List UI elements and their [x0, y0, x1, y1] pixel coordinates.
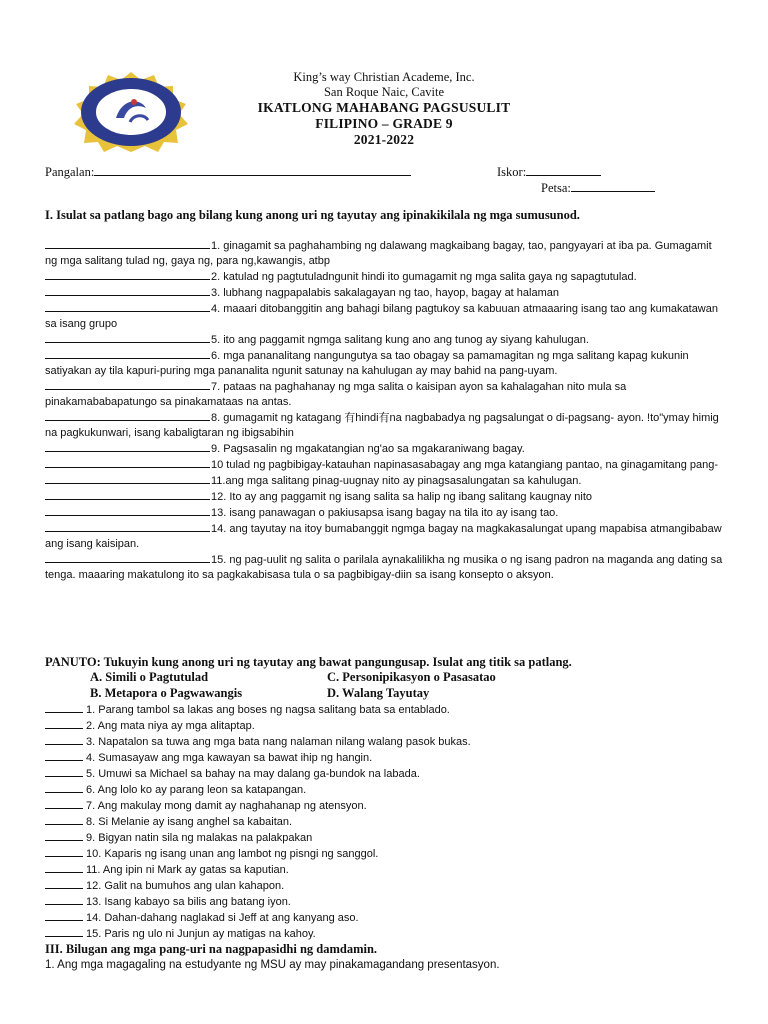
school-name: King’s way Christian Academe, Inc. [293, 70, 475, 84]
item-text: 15. Paris ng ulo ni Junjun ay matigas na kahoy. [86, 928, 316, 940]
answer-blank[interactable] [45, 894, 83, 905]
answer-blank[interactable] [45, 473, 210, 484]
item-continuation: tao ang kumakatawan sa isang grupo [45, 303, 718, 330]
item-text: 5. Umuwi sa Michael sa bahay na may dalang ga-bundok na labada. [86, 768, 420, 780]
section-2-title: PANUTO: Tukuyin kung anong uri ng tayutay ang bawat pangungusap. Isulat ang titik sa patlang. [45, 655, 572, 669]
item-text: 2. katulad ng pagtutuladngunit hindi ito gumagamit ng mga salita gaya ng [211, 271, 568, 283]
answer-blank[interactable] [45, 521, 210, 532]
answer-blank[interactable] [45, 910, 83, 921]
list-item [45, 379, 725, 410]
item-continuation: kapag kukunin satiyakan ay tila kapuri-puring mga pananalita ngunit satunay na kahulugan ay may bahid na pang-uyam. [45, 350, 689, 377]
list-item [45, 846, 471, 862]
answer-blank[interactable] [45, 379, 210, 390]
answer-blank[interactable] [45, 269, 210, 280]
list-item [45, 702, 471, 718]
list-item [45, 734, 471, 750]
school-year: 2021-2022 [353, 132, 415, 147]
item-text: 11. Ang ipin ni Mark ay gatas sa kaputian. [86, 864, 289, 876]
school-address: San Roque Naic, Cavite [323, 85, 445, 99]
item-text: 1. ginagamit sa paghahambing ng dalawang magkaibang bagay, tao, pangyayari at [211, 240, 616, 252]
item-text: 14. ang tayutay na itoy bumabanggit ngmga bagay na magkakasalungat upang [211, 523, 597, 535]
item-text: 4. Sumasayaw ang mga kawayan sa bawat ihip ng hangin. [86, 752, 373, 764]
answer-blank[interactable] [45, 489, 210, 500]
list-item: 1. Ang mga magagaling na estudyante ng MSU ay may pinakamagandang presentasyon. [45, 959, 500, 971]
item-text: 6. Ang lolo ko ay parang leon sa katapangan. [86, 784, 307, 796]
list-item [45, 830, 471, 846]
answer-blank[interactable] [45, 457, 210, 468]
answer-blank[interactable] [45, 332, 210, 343]
section-1-title: I. Isulat sa patlang bago ang bilang kung anong uri ng tayutay ang ipinakikilala ng mga sumusunod. [45, 208, 580, 222]
list-item [45, 457, 725, 473]
name-label: Pangalan: [45, 165, 95, 179]
choice-c: C. Personipikasyon o Pasasatao [327, 670, 496, 684]
item-text: 14. Dahan-dahang naglakad si Jeff at ang kanyang aso. [86, 912, 359, 924]
item-text: 3. Napatalon sa tuwa ang mga bata nang nalaman nilang walang pasok bukas. [86, 736, 471, 748]
list-item [45, 348, 725, 379]
choice-b: B. Metapora o Pagwawangis [90, 686, 243, 700]
answer-blank[interactable] [45, 702, 83, 713]
item-text: 10 tulad ng pagbibigay-katauhan napinasasabagay ang mga katangiang pantao, [211, 459, 603, 471]
answer-blank[interactable] [45, 750, 83, 761]
list-item [45, 505, 725, 521]
answer-blank[interactable] [45, 862, 83, 873]
list-item [45, 926, 471, 942]
section-2-items [45, 702, 471, 942]
item-continuation: ayon. !to"ymay himig na pagkukunwari, isang kabaligtaran ng ibigsabihin [45, 412, 719, 439]
list-item [45, 782, 471, 798]
item-text: 12. Ito ay ang paggamit ng isang salita sa halip ng ibang salitang kaugnay nito [211, 491, 592, 503]
score-blank[interactable] [526, 163, 601, 176]
item-text: 5. ito ang paggamit ngmga salitang kung ano ang tunog ay siyang kahulugan. [211, 334, 589, 346]
answer-blank[interactable] [45, 926, 83, 937]
exam-title: IKATLONG MAHABANG PAGSUSULIT [257, 100, 511, 115]
answer-blank[interactable] [45, 734, 83, 745]
list-item [45, 766, 471, 782]
item-text: 11.ang mga salitang pinag-uugnay nito ay pinagsasalungatan sa kahulugan. [211, 475, 582, 487]
answer-blank[interactable] [45, 285, 210, 296]
date-blank[interactable] [571, 179, 655, 192]
list-item [45, 552, 725, 583]
item-continuation: mapabisa atmangibabaw ang isang kaisipan. [45, 523, 722, 550]
list-item [45, 814, 471, 830]
item-text: 3. lubhang nagpapalabis sakalagayan ng tao, hayop, bagay at halaman [211, 287, 559, 299]
answer-blank[interactable] [45, 830, 83, 841]
score-field[interactable] [497, 163, 601, 180]
list-item [45, 285, 725, 301]
choice-a: A. Simili o Pagtutulad [90, 670, 209, 684]
list-item [45, 238, 725, 269]
list-item [45, 862, 471, 878]
item-text: 9. Pagsasalin ng mgakatangian ng'ao sa mgakaraniwang bagay. [211, 443, 525, 455]
answer-blank[interactable] [45, 814, 83, 825]
answer-blank[interactable] [45, 766, 83, 777]
answer-blank[interactable] [45, 441, 210, 452]
list-item [45, 878, 471, 894]
answer-blank[interactable] [45, 410, 210, 421]
answer-blank[interactable] [45, 238, 210, 249]
list-item [45, 441, 725, 457]
list-item [45, 269, 725, 285]
list-item [45, 894, 471, 910]
list-item [45, 489, 725, 505]
section-3-title: III. Bilugan ang mga pang-uri na nagpapasidhi ng damdamin. [45, 942, 378, 956]
list-item [45, 798, 471, 814]
score-label: Iskor: [497, 165, 527, 179]
answer-blank[interactable] [45, 505, 210, 516]
item-text: 4. maaari ditobanggitin ang bahagi bilang pagtukoy sa kabuuan atmaaaring isang [211, 303, 608, 315]
item-text: 1. Parang tambol sa lakas ang boses ng nagsa salitang bata sa entablado. [86, 704, 450, 716]
item-text: 12. Galit na bumuhos ang ulan kahapon. [86, 880, 285, 892]
list-item [45, 750, 471, 766]
answer-blank[interactable] [45, 301, 210, 312]
answer-blank[interactable] [45, 798, 83, 809]
list-item [45, 910, 471, 926]
item-text: 2. Ang mata niya ay mga alitaptap. [86, 720, 255, 732]
item-text: 15. ng pag-uulit ng salita o parilala aynakalilikha ng musika o ng isang padron na [211, 554, 605, 566]
list-item [45, 410, 725, 441]
answer-blank[interactable] [45, 782, 83, 793]
list-item [45, 301, 725, 332]
item-text: 7. pataas na paghahanay ng mga salita o kaisipan ayon sa kahalagahan nito mula sa [211, 381, 627, 393]
section-1-items [45, 238, 725, 583]
answer-blank[interactable] [45, 878, 83, 889]
choice-d: D. Walang Tayutay [327, 686, 430, 700]
item-text: 7. Ang makulay mong damit ay naghahanap ng atensyon. [86, 800, 367, 812]
item-continuation: iba pa. Gumagamit ng mga salitang tulad ng, gaya ng, para ng,kawangis, atbp [45, 240, 712, 267]
list-item [45, 521, 725, 552]
item-text: 8. gumagamit ng katagang 有hindi有na nagbabadya ng pagsalungat o di-pagsang- [211, 412, 615, 424]
name-blank[interactable] [94, 163, 411, 176]
date-field[interactable] [541, 179, 655, 196]
item-text: 8. Si Melanie ay isang anghel sa kabaitan. [86, 816, 293, 828]
list-item [45, 332, 725, 348]
item-continuation: maganda ang dating sa tenga. maaaring makatulong ito sa pagkakabisasa tula o sa pagbibigay-diin sa isang konsepto o aksyon. [45, 554, 723, 581]
item-text: 10. Kaparis ng isang unan ang lambot ng pisngi ng sanggol. [86, 848, 379, 860]
answer-blank[interactable] [45, 348, 210, 359]
answer-blank[interactable] [45, 552, 210, 563]
item-continuation: sapagtutulad. [570, 271, 637, 283]
answer-blank[interactable] [45, 846, 83, 857]
item-text: 6. mga pananalitang nangungutya sa tao obagay sa pamamagitan ng mga salitang [211, 350, 615, 362]
item-text: 13. Isang kabayo sa bilis ang batang iyon. [86, 896, 291, 908]
date-label: Petsa: [541, 181, 571, 195]
list-item [45, 473, 725, 489]
item-text: 9. Bigyan natin sila ng malakas na palakpakan [86, 832, 313, 844]
list-item [45, 718, 471, 734]
item-text: 13. isang panawagan o pakiusapsa isang bagay na tila ito ay isang tao. [211, 507, 559, 519]
item-continuation: pinakamababapatungo sa pinakamataas na antas. [45, 396, 292, 408]
answer-blank[interactable] [45, 718, 83, 729]
name-field[interactable] [45, 163, 411, 180]
subject-title: FILIPINO – GRADE 9 [315, 116, 453, 131]
item-continuation: na ginagamitang pang- [605, 459, 719, 471]
